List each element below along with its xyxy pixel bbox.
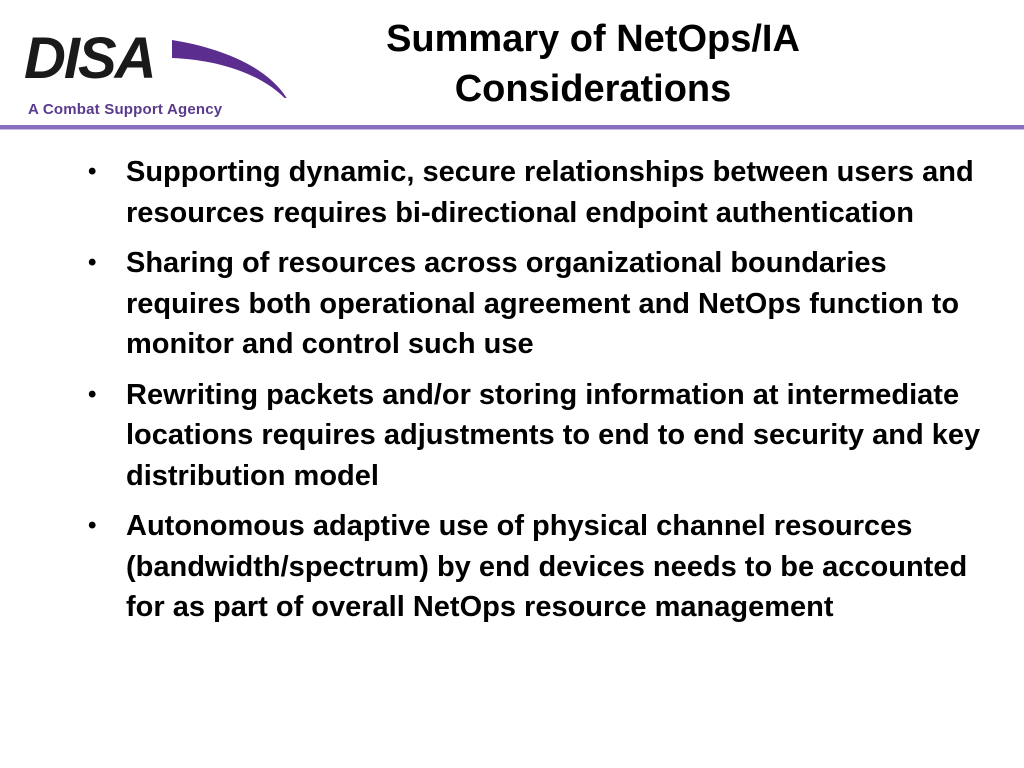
disa-logo-mark: [22, 28, 297, 98]
bullet-text: Rewriting packets and/or storing information at intermediate locations requires adjustments to end to end security and key distribution model: [126, 378, 981, 492]
bullet-icon: •: [88, 380, 97, 408]
header-divider: [0, 125, 1024, 130]
bullet-text: Supporting dynamic, secure relationships between users and resources requires bi-directional endpoint authentication: [126, 156, 974, 229]
bullet-text: Autonomous adaptive use of physical channel resources (bandwidth/spectrum) by end devices needs to be accounted for as part of overall NetOps resource management: [126, 510, 968, 623]
title-line-2: Considerations: [454, 68, 732, 110]
bullet-item: [84, 152, 996, 233]
bullet-icon: •: [88, 158, 97, 185]
bullet-text: Sharing of resources across organizational boundaries requires both operational agreement and NetOps function to monitor and control such use: [126, 247, 960, 360]
logo-wordmark: DISA: [24, 28, 155, 91]
logo-tagline: A Combat Support Agency: [28, 101, 223, 118]
bullet-icon: •: [88, 512, 97, 539]
logo-swoosh-shape: [172, 40, 290, 98]
bullet-icon: •: [88, 249, 97, 276]
disa-logo: [22, 28, 297, 123]
title-line-1: Summary of NetOps/IA: [386, 18, 800, 60]
bullet-item: [84, 375, 996, 497]
bullet-list: [84, 152, 996, 638]
page-title: [300, 14, 886, 114]
bullet-item: [84, 243, 996, 365]
bullet-item: [84, 506, 996, 628]
